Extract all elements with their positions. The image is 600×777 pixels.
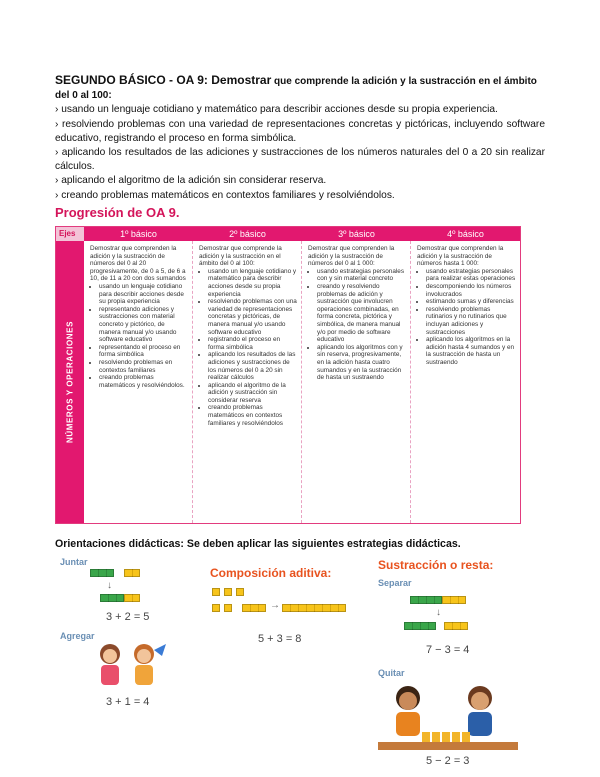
axis-sidebar (56, 241, 84, 523)
composicion-equation: 5 + 3 = 8 (258, 633, 302, 645)
quitar-equation: 5 − 2 = 3 (426, 755, 470, 767)
cell-list (417, 268, 516, 367)
agregar-label: Agregar (60, 631, 95, 641)
cell-list (308, 268, 406, 382)
oa-bullet: › resolviendo problemas con una variedad de representaciones concretas y pictóricas, incluyendo software educativo, registrando el proceso en forma simbólica. (55, 118, 545, 144)
column-header: 4º básico (447, 229, 484, 239)
cell-list-item: • usando un lenguaje cotidiano para describir acciones desde su propia experiencia (99, 283, 188, 306)
juntar-equation: 3 + 2 = 5 (106, 611, 150, 623)
oa-bullet: › aplicando el algoritmo de la adición sin considerar reserva. (55, 175, 327, 187)
yellow-blocks (124, 569, 140, 577)
yellow-block (212, 588, 220, 596)
right-arrow-icon: → (270, 600, 280, 611)
down-arrow-icon: ↓ (107, 580, 112, 591)
cell-list-item: • descomponiendo los números involucrados (426, 283, 516, 298)
cell-list-item: • resolviendo problemas en contextos familiares (99, 359, 188, 374)
column-header: 3º básico (338, 229, 375, 239)
cell-list-item: • registrando el proceso en forma simbólica (208, 336, 297, 351)
yellow-blocks (124, 594, 140, 602)
cell-intro: Demostrar que comprenden la adición y la sustracción de números del 0 al 1 000: (308, 245, 395, 268)
ejes-header: Ejes (56, 227, 84, 241)
yellow-blocks (242, 604, 266, 612)
separar-label: Separar (378, 578, 412, 588)
sustraccion-label: Sustracción o resta: (378, 558, 494, 572)
oa-description (55, 73, 545, 203)
green-blocks (410, 596, 442, 604)
cell-list-item: • creando problemas matemáticos y resolviéndolos. (99, 374, 188, 389)
yellow-block (224, 604, 232, 612)
cell-intro: Demostrar que comprende la adición y la sustracción en el ámbito del 0 al 100: (199, 245, 282, 268)
cell-list-item: • representando el proceso en forma simbólica (99, 344, 188, 359)
progression-title: Progresión de OA 9. (55, 205, 180, 220)
cell-list-item: • usando estrategias personales para realizar estas operaciones (426, 268, 516, 283)
progression-cell (193, 241, 302, 523)
children-with-cups-illustration (378, 680, 518, 752)
cell-list (90, 283, 188, 389)
agregar-equation: 3 + 1 = 4 (106, 696, 150, 708)
yellow-blocks (444, 622, 468, 630)
oa-bullet: › creando problemas matemáticos en contextos familiares y resolviéndolos. (55, 189, 395, 201)
composicion-label: Composición aditiva: (210, 566, 332, 580)
oa-bullet: › usando un lenguaje cotidiano y matemático para describir acciones desde su propia experiencia. (55, 104, 498, 116)
green-blocks (404, 622, 436, 630)
cell-list-item: • aplicando los algoritmos con y sin reserva, progresivamente, en la adición hasta cuatro sumandos y en la sustracción de hasta un sustraendo (317, 344, 406, 382)
progression-cell (302, 241, 411, 523)
down-arrow-icon: ↓ (436, 607, 441, 618)
cell-list-item: • usando un lenguaje cotidiano y matemático para describir acciones desde su propia experiencia (208, 268, 297, 298)
cell-list-item: • resolviendo problemas rutinarios y no rutinarios que incluyan adiciones y sustracciones (426, 306, 516, 336)
cell-list-item: • aplicando el algoritmo de la adición y sustracción sin considerar reserva (208, 382, 297, 405)
cell-intro: Demostrar que comprenden la adición y la sustracción de números hasta 1 000: (417, 245, 504, 268)
oa-bullet: › aplicando los resultados de las adiciones y sustracciones de los números naturales del 0 a 20 sin realizar cálculos. (55, 147, 545, 173)
progression-table (55, 226, 521, 524)
cell-list-item: • creando problemas matemáticos en contextos familiares y resolviéndolos (208, 404, 297, 427)
column-header: 1º básico (120, 229, 157, 239)
progression-cell (411, 241, 520, 523)
table-header (56, 227, 520, 241)
cell-intro: Demostrar que comprenden la adición y la sustracción de números del 0 al 20 progresivamente, de 0 a 5, de 6 a 10, de 11 a 20 con dos sumandos (90, 245, 186, 283)
cell-list-item: • estimando sumas y diferencias (426, 298, 516, 306)
cell-list-item: • aplicando los resultados de las adiciones y sustracciones de los números del 0 a 20 sin realizar cálculos (208, 351, 297, 381)
juntar-label: Juntar (60, 557, 88, 567)
children-illustration (88, 640, 168, 692)
green-blocks (100, 594, 124, 602)
yellow-block (236, 588, 244, 596)
yellow-blocks (282, 604, 346, 612)
yellow-block (212, 604, 220, 612)
yellow-blocks (442, 596, 466, 604)
cell-list-item: • representando adiciones y sustracciones con material concreto y pictórico, de manera manual y/o usando software educativo (99, 306, 188, 344)
separar-equation: 7 − 3 = 4 (426, 644, 470, 656)
column-header: 2º básico (229, 229, 266, 239)
orientaciones-title: Orientaciones didácticas: Se deben aplicar las siguientes estrategias didácticas. (55, 538, 461, 550)
quitar-label: Quitar (378, 668, 405, 678)
progression-cell (84, 241, 193, 523)
cell-list-item: • usando estrategias personales con y sin material concreto (317, 268, 406, 283)
green-blocks (90, 569, 114, 577)
cell-list-item: • aplicando los algoritmos en la adición hasta 4 sumandos y en la sustracción de hasta un sustraendo (426, 336, 516, 366)
oa-title-rest: que comprende la adición y la sustracción en el ámbito del 0 al 100: (55, 76, 537, 102)
axis-label: NÚMEROS Y OPERACIONES (65, 320, 75, 444)
oa-title-main: SEGUNDO BÁSICO - OA 9: Demostrar (55, 73, 272, 87)
cell-list-item: • resolviendo problemas con una variedad de representaciones concretas y pictóricas, de manera manual y/o usando software educativo (208, 298, 297, 336)
cell-list-item: • creando y resolviendo problemas de adición y sustracción que involucren operaciones combinadas, en forma concreta, pictórica y simbólica, de manera manual y/o por medio de software educativo (317, 283, 406, 344)
cell-list (199, 268, 297, 427)
yellow-block (224, 588, 232, 596)
oa-title (55, 73, 545, 103)
